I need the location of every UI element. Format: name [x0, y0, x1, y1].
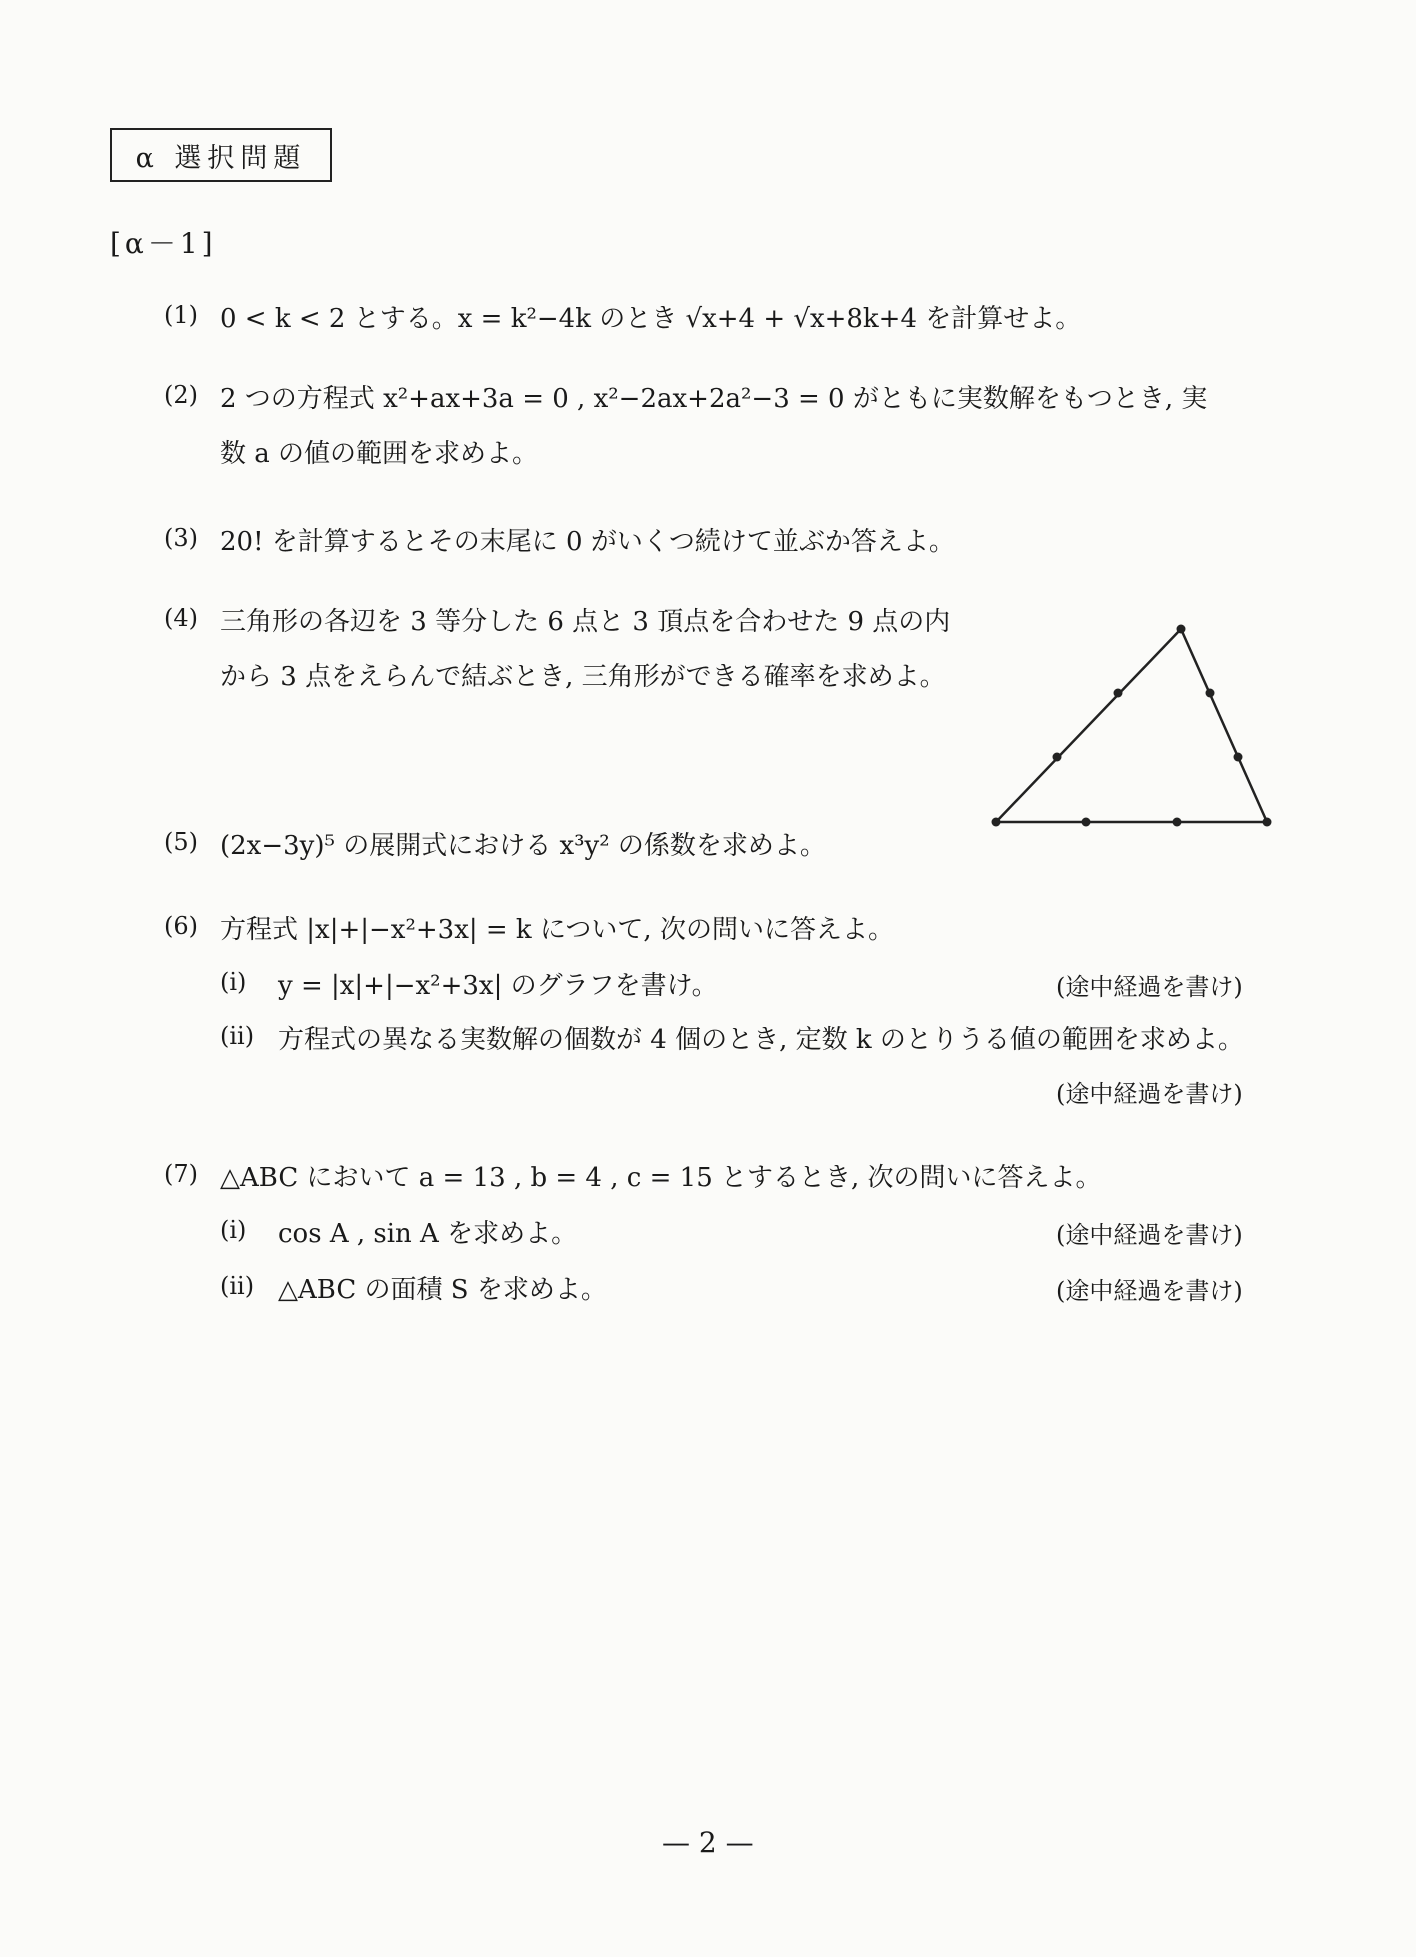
problem-7-sub-i-text: cos A , sin A を求めよ。	[278, 1219, 578, 1249]
problem-7-text: △ABC において a = 13 , b = 4 , c = 15 とするとき, 次の問いに答えよ。	[220, 1163, 1102, 1193]
problem-6-sub-ii-text: 方程式の異なる実数解の個数が 4 個のとき, 定数 k のとりうる値の範囲を求めよ。	[278, 1025, 1244, 1055]
problem-4-number: (4)	[164, 604, 198, 632]
problem-6-sub-ii-number: (ii)	[220, 1022, 255, 1050]
problem-7-sub-ii-number: (ii)	[220, 1272, 255, 1300]
problem-7-sub-ii-note: (途中経過を書け)	[1056, 1277, 1243, 1305]
problem-7-sub-ii-text: △ABC の面積 S を求めよ。	[278, 1275, 607, 1305]
triangle-vertex-right	[1263, 818, 1272, 827]
triangle-vertex-left	[992, 818, 1001, 827]
triangle-point-right-1	[1206, 689, 1215, 698]
problem-2-line1: 2 つの方程式 x²+ax+3a = 0 , x²−2ax+2a²−3 = 0 がともに実数解をもつとき, 実	[220, 384, 1208, 414]
page-number: — 2 —	[662, 1826, 754, 1859]
triangle-point-left-2	[1114, 689, 1123, 698]
problem-7-number: (7)	[164, 1160, 198, 1188]
section-header-box	[110, 128, 332, 182]
problem-6-number: (6)	[164, 912, 198, 940]
problem-5-text: (2x−3y)⁵ の展開式における x³y² の係数を求めよ。	[220, 831, 826, 861]
problem-1-text: 0 < k < 2 とする。x = k²−4k のとき √x+4 + √x+8k+4 を計算せよ。	[220, 304, 1082, 334]
triangle-point-bottom-1	[1173, 818, 1182, 827]
section-label: [α－1]	[110, 227, 217, 260]
problem-4-line2: から 3 点をえらんで結ぶとき, 三角形ができる確率を求めよ。	[220, 662, 946, 692]
problem-1-number: (1)	[164, 301, 198, 329]
triangle-point-bottom-2	[1082, 818, 1091, 827]
problem-2-line2: 数 a の値の範囲を求めよ。	[220, 439, 539, 469]
triangle-vertex-top	[1177, 625, 1186, 634]
problem-2-number: (2)	[164, 381, 198, 409]
triangle-point-left-1	[1053, 753, 1062, 762]
problem-4-line1: 三角形の各辺を 3 等分した 6 点と 3 頂点を合わせた 9 点の内	[220, 607, 951, 637]
section-header-title: α 選択問題	[135, 142, 307, 174]
problem-6-sub-ii-note: (途中経過を書け)	[1056, 1080, 1243, 1108]
problem-6-sub-i-note: (途中経過を書け)	[1056, 973, 1243, 1001]
triangle-point-right-2	[1234, 753, 1243, 762]
problem-7-sub-i-number: (i)	[220, 1216, 247, 1244]
problem-7-sub-i-note: (途中経過を書け)	[1056, 1221, 1243, 1249]
problem-3-number: (3)	[164, 524, 198, 552]
triangle-outline	[996, 629, 1267, 822]
triangle-figure	[990, 620, 1280, 830]
problem-6-sub-i-text: y = |x|+|−x²+3x| のグラフを書け。	[278, 971, 718, 1001]
problem-5-number: (5)	[164, 828, 198, 856]
problem-6-sub-i-number: (i)	[220, 968, 247, 996]
problem-3-text: 20! を計算するとその末尾に 0 がいくつ続けて並ぶか答えよ。	[220, 527, 955, 557]
problem-6-text: 方程式 |x|+|−x²+3x| = k について, 次の問いに答えよ。	[220, 915, 894, 945]
